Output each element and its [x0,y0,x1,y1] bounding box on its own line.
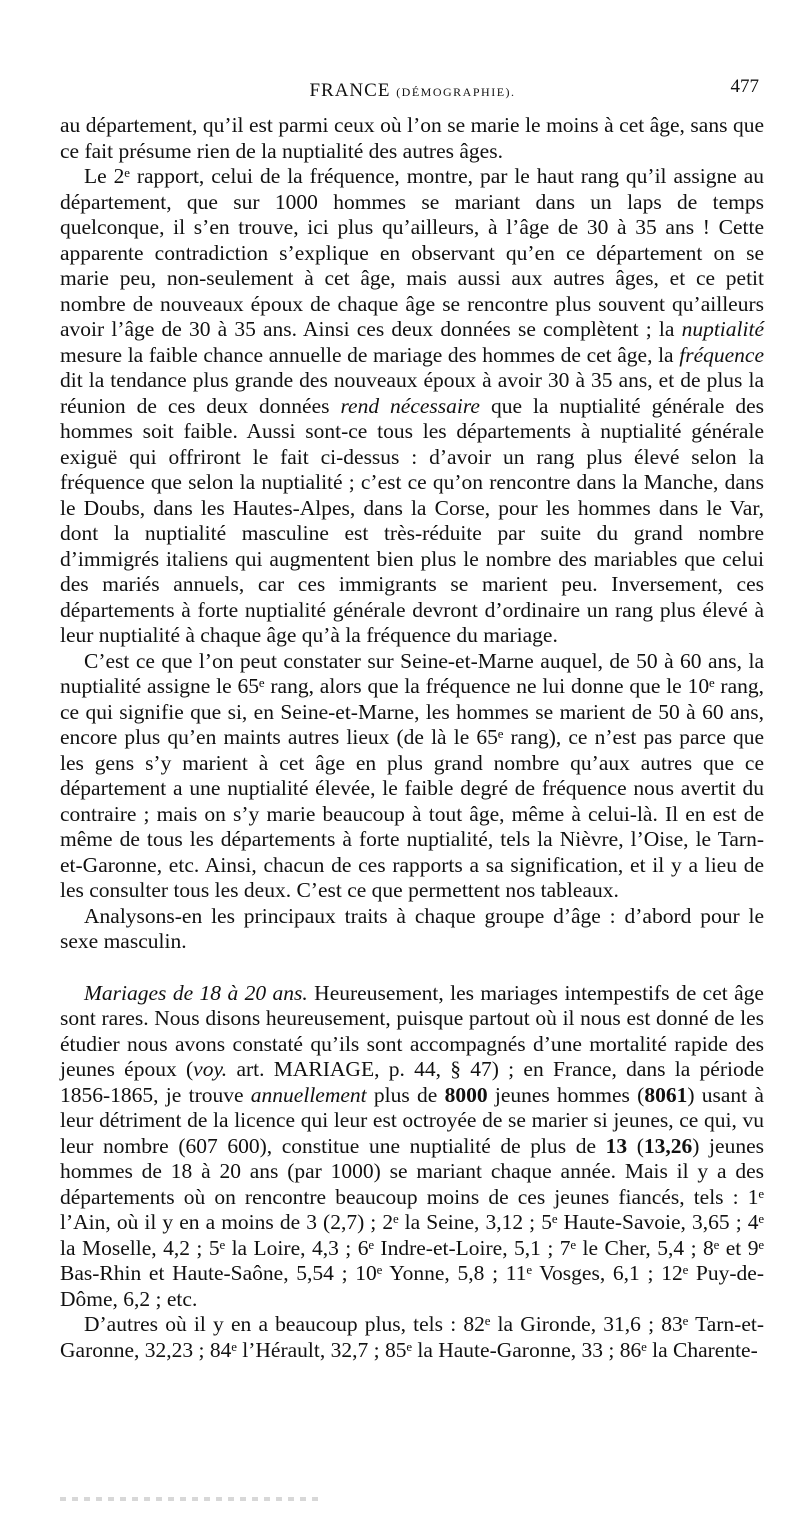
italic-term: fréquence [679,342,764,367]
paragraph-text: Heureusement, les mariages intempestifs de cet âge sont rares. Nous disons heureusement, puisque partout où il nous est donné de les étudier nous avons constaté qu’ils sont accompagnés d’une mortalité rapide des jeunes époux ( [60,980,764,1081]
page-number: 477 [730,76,759,97]
italic-term: nuptialité [681,317,764,341]
paragraph-frequence [60,164,764,649]
italic-term: voy. [193,1057,228,1081]
italic-term: rend nécessaire [340,393,480,418]
scan-noise-line [60,1497,320,1501]
paragraph-seine-et-marne: C’est ce que l’on peut constater sur Seine-et-Marne auquel, de 50 à 60 ans, la nuptialité assigne le 65ᵉ rang, alors que la fréquence ne lui donne que le 10ᵉ rang, ce qui signifie que si, en Seine-et-Marne, les hommes se marient de 50 à 60 ans, encore plus qu’en maints autres lieux (de là le 65ᵉ rang), ce n’est pas parce que les gens s’y marient à cet âge en plus grand nombre qu’aux autres que ce département a une nuptialité élevée, le faible degré de fréquence nous avertit du contraire ; mais on s’y marie beaucoup à tout âge, même à celui-là. Il en est de même de tous les départements à forte nuptialité, tels la Nièvre, l’Oise, le Tarn-et-Garonne, etc. Ainsi, chacun de ces rapports a sa signification, et il y a lieu de les consulter tous les deux. C’est ce que permettent nos tableaux. [60,648,764,902]
page-header [60,76,765,106]
running-head [60,80,765,102]
paragraph-text: jeunes hommes ( [487,1082,645,1107]
paragraph-text: art. MARIAGE, p. 44, § 47) ; en France, dans la période 1856-1865, je trouve [60,1057,764,1107]
paragraph-text: Le 2ᵉ rapport, celui de la fréquence, montre, par le haut rang qu’il assigne au département, que sur 1000 hommes se mariant dans un laps de temps quelconque, il s’en trouve, ici plus qu’ailleurs, à l’âge de 30 à 35 ans ! Cette apparente contradiction s’explique en observant qu’en ce département on se marie peu, non-seulement à cet âge, mais aussi aux autres âges, et ce petit nombre de nouveaux époux de chaque âge se rencontre plus souvent qu’ailleurs avoir l’âge de 30 à 35 ans. Ainsi ces deux données se complètent ; la [60,164,764,341]
section-gap [60,955,764,981]
bold-number: 13 [605,1133,628,1158]
paragraph-text: que la nuptialité générale des hommes soit faible. Aussi sont-ce tous les départements à nuptialité générale exiguë qui offriront le fait ci-dessus : d’avoir un rang plus élevé selon la fréquence que selon la nuptialité ; c’est ce qu’on rencontre dans la Manche, dans le Doubs, dans les Hautes-Alpes, dans la Corse, pour les hommes dans le Var, dont la nuptialité masculine est très-réduite par suite du grand nombre d’immigrés italiens qui augmentent bien plus le nombre des mariables que celui des mariés annuels, car ces immigrants se marient peu. Inversement, ces départements à forte nuptialité générale devront d’ordinaire un rang plus élevé à leur nuptialité à chaque âge qu’à la fréquence du mariage. [60,393,764,647]
bold-number: 8000 [444,1082,488,1107]
paragraph-text: ) usant à leur détriment de la licence qui leur est octroyée de se marier si jeunes, ce qui, vu leur nombre (607 600), constitue une nuptialité de plus de [60,1082,764,1158]
paragraph-text: ) jeunes hommes de 18 à 20 ans (par 1000) se mariant chaque année. Mais il y a des départements où on rencontre beaucoup moins de ces jeunes fiancés, tels : 1ᵉ l’Ain, où il y en a moins de 3 (2,7) ; 2ᵉ la Seine, 3,12 ; 5ᵉ Haute-Savoie, 3,65 ; 4ᵉ la Moselle, 4,2 ; 5ᵉ la Loire, 4,3 ; 6ᵉ Indre-et-Loire, 5,1 ; 7ᵉ le Cher, 5,4 ; 8ᵉ et 9ᵉ Bas-Rhin et Haute-Saône, 5,54 ; 10ᵉ Yonne, 5,8 ; 11ᵉ Vosges, 6,1 ; 12ᵉ Puy-de-Dôme, 6,2 ; etc. [60,1133,764,1311]
paragraph-continuation: au département, qu’il est parmi ceux où l’on se marie le moins à cet âge, sans que ce fait présume rien de la nuptialité des autres âges. [60,113,764,163]
paragraph-analysons: Analysons-en les principaux traits à chaque groupe d’âge : d’abord pour le sexe masculin. [60,903,764,953]
paragraph-text: ( [627,1133,644,1158]
running-head-subtitle: (DÉMOGRAPHIE). [396,85,516,99]
bold-number: 8061 [644,1082,688,1107]
paragraph-mariages-18-20 [60,981,764,1313]
paragraph-text: dit la tendance plus grande des nouveaux époux à avoir 30 à 35 ans, et de plus la réunion de ces deux données [60,368,764,418]
running-head-title: FRANCE [309,80,391,101]
italic-term: annuellement [250,1082,367,1107]
paragraph-text: mesure la faible chance annuelle de mariage des hommes de cet âge, la [60,342,680,367]
bold-number: 13,26 [643,1133,693,1158]
paragraph-autres: D’autres où il y en a beaucoup plus, tels : 82ᵉ la Gironde, 31,6 ; 83ᵉ Tarn-et-Garonne, 32,23 ; 84ᵉ l’Hérault, 32,7 ; 85ᵉ la Haute-Garonne, 33 ; 86ᵉ la Charente- [60,1312,764,1362]
paragraph-text: plus de [366,1082,445,1107]
section-heading: Mariages de 18 à 20 ans. [84,980,308,1005]
page-body [60,113,764,1363]
